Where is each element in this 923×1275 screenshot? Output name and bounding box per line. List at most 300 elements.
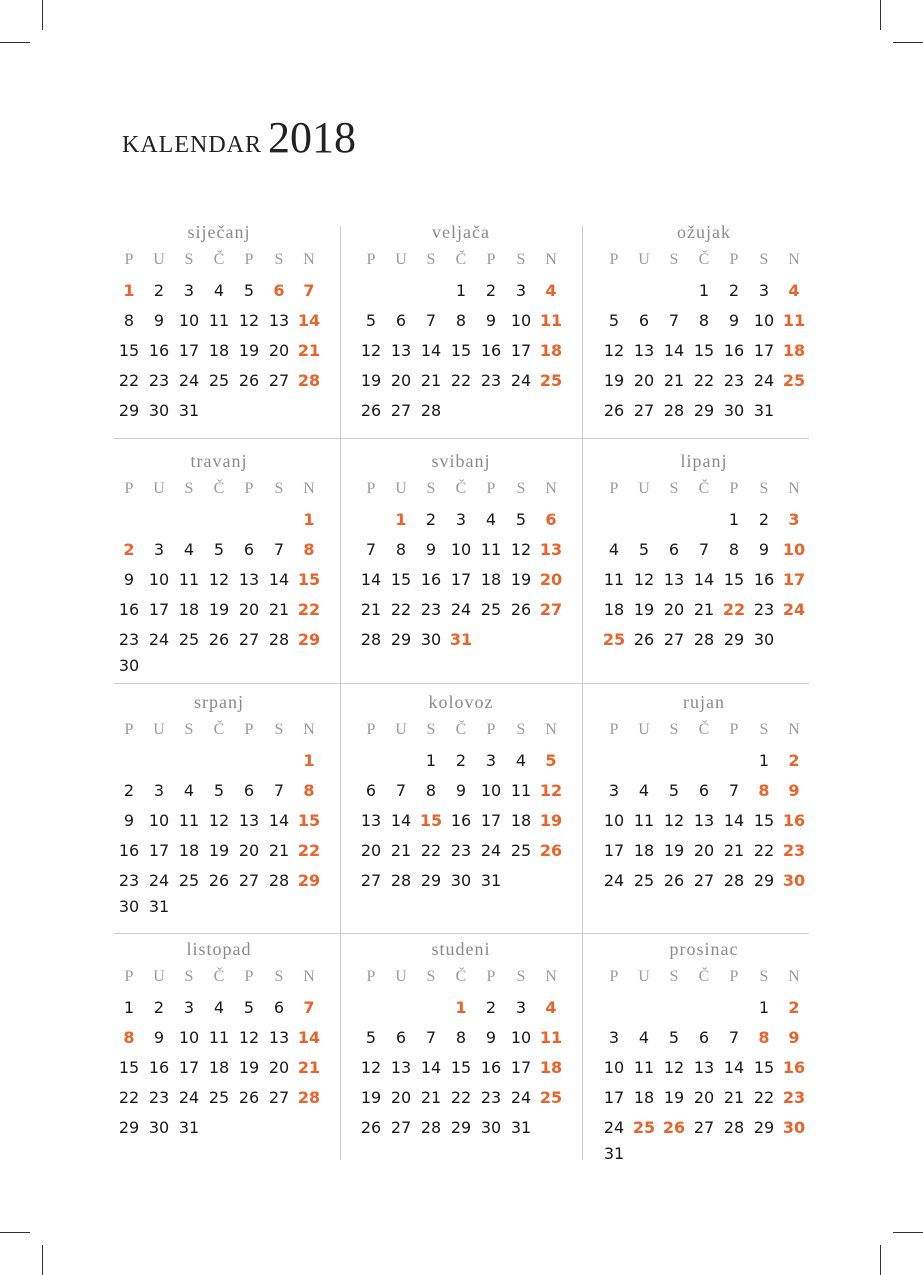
calendar-day: 5: [243, 281, 255, 300]
calendar-day: 10: [603, 1058, 625, 1077]
calendar-day: 4: [183, 540, 195, 559]
calendar-day: 9: [455, 781, 467, 800]
calendar-day: 15: [450, 1058, 472, 1077]
calendar-day: 5: [638, 540, 650, 559]
title-year: 2018: [268, 113, 356, 162]
calendar-day: 11: [208, 311, 230, 330]
calendar-day: 4: [213, 281, 225, 300]
calendar-day: 5: [243, 998, 255, 1017]
calendar-day: 13: [693, 811, 715, 830]
weekday-header: S: [426, 251, 436, 268]
calendar-day: 16: [118, 600, 140, 619]
calendar-day: 21: [420, 1088, 442, 1107]
calendar-day: 2: [153, 998, 165, 1017]
calendar-day: 1: [758, 998, 770, 1017]
month-name: studeni: [431, 939, 491, 959]
crop-mark-top-right-v: [880, 0, 881, 30]
calendar-day: 17: [450, 570, 472, 589]
calendar-day-holiday: 25: [539, 1088, 563, 1107]
weekday-header: Č: [455, 721, 467, 738]
calendar-day: 18: [480, 570, 502, 589]
calendar-day: 26: [208, 871, 230, 890]
calendar-day: 16: [148, 1058, 170, 1077]
calendar-day: 6: [698, 781, 710, 800]
calendar-day: 6: [243, 781, 255, 800]
weekday-header: Č: [213, 251, 225, 268]
calendar-day: 1: [728, 510, 740, 529]
weekday-header: P: [366, 480, 376, 497]
calendar-day: 13: [360, 811, 382, 830]
calendar-day: 22: [753, 841, 775, 860]
calendar-day: 7: [273, 781, 285, 800]
weekday-header: Č: [698, 968, 710, 985]
calendar-day: 15: [753, 811, 775, 830]
calendar-day-holiday: 11: [539, 311, 563, 330]
calendar-day: 29: [118, 1118, 140, 1137]
calendar-day: 16: [118, 841, 140, 860]
month-name: svibanj: [431, 451, 491, 471]
calendar-day: 9: [485, 311, 497, 330]
calendar-day: 11: [178, 811, 200, 830]
calendar-day-holiday: 10: [782, 540, 806, 559]
calendar-day: 28: [268, 630, 290, 649]
calendar-day: 7: [395, 781, 407, 800]
weekday-header: S: [759, 480, 769, 497]
month-name: rujan: [683, 692, 725, 712]
calendar-day: 18: [510, 811, 532, 830]
weekday-header: Č: [698, 251, 710, 268]
weekday-header: U: [153, 480, 165, 497]
calendar-day-holiday: 15: [297, 570, 321, 589]
calendar-day: 17: [178, 341, 200, 360]
calendar-day: 20: [238, 600, 260, 619]
calendar-day: 12: [603, 341, 625, 360]
calendar-day: 24: [603, 1118, 625, 1137]
calendar-day: 16: [480, 1058, 502, 1077]
calendar-day: 23: [753, 600, 775, 619]
calendar-day: 8: [455, 311, 467, 330]
calendar-day: 23: [118, 630, 140, 649]
calendar-day-holiday: 13: [539, 540, 563, 559]
calendar-day: 15: [723, 570, 745, 589]
calendar-day: 3: [153, 540, 165, 559]
weekday-header: U: [395, 480, 407, 497]
calendar-day: 3: [758, 281, 770, 300]
weekday-header: P: [609, 251, 619, 268]
weekday-header: P: [486, 721, 496, 738]
weekday-header: S: [274, 721, 284, 738]
calendar-day-holiday: 20: [539, 570, 563, 589]
calendar-day: 9: [425, 540, 437, 559]
calendar-day: 24: [178, 1088, 200, 1107]
calendar-day-holiday: 18: [539, 1058, 563, 1077]
grid-divider-horizontal-2: [114, 683, 809, 684]
calendar-day: 17: [480, 811, 502, 830]
calendar-day: 21: [723, 1088, 745, 1107]
calendar-day-holiday: 4: [788, 281, 800, 300]
calendar-day: 16: [450, 811, 472, 830]
calendar-day-holiday: 18: [782, 341, 806, 360]
calendar-day: 14: [360, 570, 382, 589]
calendar-day-holiday: 9: [788, 1028, 800, 1047]
calendar-day: 10: [148, 570, 170, 589]
weekday-header: N: [303, 968, 315, 985]
weekday-header: Č: [213, 721, 225, 738]
calendar-day-holiday: 29: [297, 630, 321, 649]
calendar-day: 12: [510, 540, 532, 559]
calendar-day: 17: [753, 341, 775, 360]
calendar-day: 3: [485, 751, 497, 770]
weekday-header: P: [609, 480, 619, 497]
calendar-day: 29: [753, 1118, 775, 1137]
calendar-day: 31: [148, 897, 170, 916]
calendar-day: 21: [360, 600, 382, 619]
calendar-day: 9: [758, 540, 770, 559]
calendar-day: 6: [273, 998, 285, 1017]
calendar-day-holiday: 15: [419, 811, 443, 830]
calendar-day: 23: [480, 371, 502, 390]
title-word: KALENDAR: [122, 132, 262, 158]
calendar-day: 26: [663, 871, 685, 890]
calendar-day: 19: [510, 570, 532, 589]
calendar-day: 28: [390, 871, 412, 890]
calendar-day: 21: [723, 841, 745, 860]
weekday-header: N: [303, 251, 315, 268]
calendar-day: 31: [510, 1118, 532, 1137]
weekday-header: P: [486, 968, 496, 985]
calendar-day: 29: [420, 871, 442, 890]
weekday-header: P: [244, 721, 254, 738]
calendar-day: 10: [603, 811, 625, 830]
calendar-day: 15: [753, 1058, 775, 1077]
calendar-day: 17: [603, 1088, 625, 1107]
weekday-header: S: [426, 480, 436, 497]
weekday-header: S: [516, 251, 526, 268]
calendar-day-holiday: 21: [297, 1058, 321, 1077]
calendar-day: 26: [360, 1118, 382, 1137]
calendar-day-holiday: 29: [297, 871, 321, 890]
calendar-day: 9: [728, 311, 740, 330]
calendar-day: 14: [268, 811, 290, 830]
calendar-day: 23: [723, 371, 745, 390]
crop-mark-bottom-right-h: [893, 1232, 923, 1233]
calendar-day: 5: [365, 311, 377, 330]
calendar-day: 24: [178, 371, 200, 390]
calendar-day: 14: [390, 811, 412, 830]
weekday-header: S: [184, 721, 194, 738]
calendar-day: 24: [480, 841, 502, 860]
calendar-day: 5: [668, 1028, 680, 1047]
calendar-day: 16: [753, 570, 775, 589]
calendar-day: 28: [360, 630, 382, 649]
calendar-day: 27: [663, 630, 685, 649]
calendar-day: 25: [633, 871, 655, 890]
calendar-day: 12: [360, 341, 382, 360]
calendar-day-holiday: 1: [395, 510, 407, 529]
calendar-day: 20: [268, 341, 290, 360]
weekday-header: U: [638, 721, 650, 738]
calendar-day: 4: [485, 510, 497, 529]
calendar-day: 5: [213, 781, 225, 800]
calendar-day: 3: [183, 281, 195, 300]
calendar-day: 11: [178, 570, 200, 589]
calendar-day-holiday: 8: [303, 781, 315, 800]
weekday-header: U: [638, 480, 650, 497]
calendar-day: 22: [118, 1088, 140, 1107]
calendar-day: 29: [723, 630, 745, 649]
calendar-day: 31: [178, 1118, 200, 1137]
calendar-day-holiday: 11: [539, 1028, 563, 1047]
month-name: travanj: [190, 451, 248, 471]
calendar-day: 20: [693, 1088, 715, 1107]
calendar-day: 23: [480, 1088, 502, 1107]
calendar-day: 26: [633, 630, 655, 649]
calendar-day-holiday: 8: [303, 540, 315, 559]
calendar-day: 1: [455, 281, 467, 300]
weekday-header: N: [788, 251, 800, 268]
calendar-day-holiday: 7: [303, 998, 315, 1017]
weekday-header: U: [395, 968, 407, 985]
calendar-day: 31: [603, 1144, 625, 1163]
weekday-header: P: [124, 968, 134, 985]
calendar-day-holiday: 15: [297, 811, 321, 830]
calendar-day: 14: [420, 341, 442, 360]
weekday-header: S: [184, 968, 194, 985]
calendar-day: 9: [153, 311, 165, 330]
calendar-day-holiday: 6: [273, 281, 285, 300]
calendar-day: 2: [728, 281, 740, 300]
calendar-day: 7: [425, 311, 437, 330]
calendar-day: 25: [208, 371, 230, 390]
calendar-day-holiday: 24: [782, 600, 806, 619]
calendar-day: 15: [118, 341, 140, 360]
calendar-day-holiday: 22: [297, 600, 321, 619]
calendar-day: 27: [238, 630, 260, 649]
calendar-day-holiday: 14: [297, 1028, 321, 1047]
calendar-day: 28: [693, 630, 715, 649]
calendar-day-holiday: 30: [782, 871, 806, 890]
weekday-header: S: [516, 480, 526, 497]
calendar-day: 16: [480, 341, 502, 360]
weekday-header: P: [366, 251, 376, 268]
weekday-header: P: [244, 968, 254, 985]
calendar-day: 1: [123, 998, 135, 1017]
calendar-day-holiday: 4: [545, 281, 557, 300]
calendar-day: 27: [360, 871, 382, 890]
calendar-day: 18: [178, 841, 200, 860]
calendar-day-holiday: 21: [297, 341, 321, 360]
calendar-day: 14: [420, 1058, 442, 1077]
calendar-day: 12: [238, 311, 260, 330]
calendar-day: 5: [515, 510, 527, 529]
calendar-day-holiday: 8: [758, 781, 770, 800]
calendar-day: 23: [420, 600, 442, 619]
calendar-day: 7: [425, 1028, 437, 1047]
calendar-day: 17: [510, 1058, 532, 1077]
weekday-header: N: [545, 968, 557, 985]
weekday-header: S: [274, 480, 284, 497]
calendar-day: 20: [360, 841, 382, 860]
weekday-header: S: [426, 968, 436, 985]
weekday-header: S: [669, 968, 679, 985]
calendar-day: 24: [510, 1088, 532, 1107]
calendar-day-holiday: 22: [722, 600, 746, 619]
calendar-day: 29: [118, 401, 140, 420]
calendar-day-holiday: 14: [297, 311, 321, 330]
calendar-day: 13: [693, 1058, 715, 1077]
calendar-day: 18: [633, 841, 655, 860]
calendar-day: 2: [758, 510, 770, 529]
calendar-day: 2: [485, 281, 497, 300]
calendar-day: 2: [153, 281, 165, 300]
calendar-day-holiday: 30: [782, 1118, 806, 1137]
calendar-day: 25: [208, 1088, 230, 1107]
calendar-day-holiday: 2: [788, 998, 800, 1017]
calendar-day: 19: [238, 341, 260, 360]
weekday-header: N: [303, 480, 315, 497]
calendar-day: 13: [663, 570, 685, 589]
calendar-day: 13: [390, 1058, 412, 1077]
calendar-day: 22: [390, 600, 412, 619]
month-name: kolovoz: [428, 692, 494, 712]
calendar-day: 15: [450, 341, 472, 360]
calendar-day: 23: [148, 1088, 170, 1107]
crop-mark-bottom-left-v: [42, 1245, 43, 1275]
calendar-day: 21: [268, 841, 290, 860]
calendar-day: 8: [425, 781, 437, 800]
calendar-day-holiday: 28: [297, 1088, 321, 1107]
calendar-day-holiday: 28: [297, 371, 321, 390]
calendar-day-holiday: 4: [545, 998, 557, 1017]
weekday-header: P: [244, 480, 254, 497]
calendar-day: 2: [123, 781, 135, 800]
calendar-day: 1: [698, 281, 710, 300]
calendar-day: 7: [273, 540, 285, 559]
calendar-day: 19: [360, 371, 382, 390]
calendar-day: 26: [208, 630, 230, 649]
calendar-day: 5: [608, 311, 620, 330]
calendar-day: 28: [723, 871, 745, 890]
grid-divider-horizontal-1: [114, 438, 809, 439]
weekday-header: S: [184, 480, 194, 497]
calendar-day: 23: [118, 871, 140, 890]
calendar-day: 14: [693, 570, 715, 589]
calendar-day: 3: [515, 281, 527, 300]
calendar-day-holiday: 18: [539, 341, 563, 360]
weekday-header: S: [759, 721, 769, 738]
calendar-day: 10: [480, 781, 502, 800]
calendar-day: 7: [698, 540, 710, 559]
calendar-day: 19: [238, 1058, 260, 1077]
weekday-header: P: [729, 721, 739, 738]
calendar-day: 3: [455, 510, 467, 529]
calendar-day: 16: [723, 341, 745, 360]
weekday-header: P: [729, 968, 739, 985]
calendar-day: 6: [698, 1028, 710, 1047]
calendar-day: 25: [178, 871, 200, 890]
calendar-day: 20: [663, 600, 685, 619]
calendar-day: 15: [118, 1058, 140, 1077]
calendar-day-holiday: 23: [782, 841, 806, 860]
calendar-day: 29: [693, 401, 715, 420]
calendar-day: 14: [663, 341, 685, 360]
calendar-day: 2: [455, 751, 467, 770]
calendar-day: 27: [693, 1118, 715, 1137]
crop-mark-bottom-left-h: [0, 1232, 30, 1233]
calendar-day: 23: [450, 841, 472, 860]
calendar-day: 21: [390, 841, 412, 860]
month-name: listopad: [186, 939, 252, 959]
calendar-day: 9: [485, 1028, 497, 1047]
weekday-header: U: [153, 968, 165, 985]
calendar-day: 11: [603, 570, 625, 589]
calendar-day: 24: [450, 600, 472, 619]
weekday-header: S: [759, 968, 769, 985]
calendar-day: 20: [238, 841, 260, 860]
calendar-day: 8: [395, 540, 407, 559]
crop-mark-bottom-right-v: [880, 1245, 881, 1275]
calendar-day: 24: [603, 871, 625, 890]
calendar-day: 4: [183, 781, 195, 800]
calendar-day: 29: [450, 1118, 472, 1137]
calendar-day: 1: [425, 751, 437, 770]
calendar-day: 6: [365, 781, 377, 800]
weekday-header: U: [638, 968, 650, 985]
calendar-day: 17: [148, 841, 170, 860]
calendar-day: 30: [723, 401, 745, 420]
calendar-day: 18: [208, 341, 230, 360]
calendar-day: 3: [515, 998, 527, 1017]
weekday-header: S: [669, 721, 679, 738]
calendar-day-holiday: 1: [123, 281, 135, 300]
weekday-header: P: [729, 480, 739, 497]
calendar-day: 19: [603, 371, 625, 390]
calendar-day: 30: [753, 630, 775, 649]
calendar-day: 4: [638, 1028, 650, 1047]
calendar-day-holiday: 16: [782, 1058, 806, 1077]
calendar-day: 20: [390, 371, 412, 390]
calendar-day: 3: [153, 781, 165, 800]
calendar-day: 12: [663, 1058, 685, 1077]
weekday-header: Č: [698, 480, 710, 497]
grid-divider-horizontal-3: [114, 933, 809, 934]
calendar-day-holiday: 16: [782, 811, 806, 830]
calendar-day-holiday: 2: [788, 751, 800, 770]
calendar-day: 10: [178, 1028, 200, 1047]
calendar-day: 28: [420, 1118, 442, 1137]
grid-divider-vertical-2: [582, 226, 583, 1160]
calendar-day: 6: [638, 311, 650, 330]
weekday-header: S: [516, 968, 526, 985]
calendar-day: 10: [178, 311, 200, 330]
calendar-day: 20: [633, 371, 655, 390]
calendar-day: 11: [208, 1028, 230, 1047]
calendar-day: 15: [693, 341, 715, 360]
calendar-day: 6: [668, 540, 680, 559]
weekday-header: P: [486, 480, 496, 497]
calendar-day: 19: [633, 600, 655, 619]
month-name: srpanj: [194, 692, 244, 712]
calendar-day: 24: [753, 371, 775, 390]
calendar-day: 11: [633, 1058, 655, 1077]
calendar-day-holiday: 1: [455, 998, 467, 1017]
weekday-header: S: [184, 251, 194, 268]
calendar-day-holiday: 23: [782, 1088, 806, 1107]
calendar-day: 9: [123, 570, 135, 589]
calendar-day: 12: [208, 570, 230, 589]
calendar-day: 22: [450, 1088, 472, 1107]
calendar-day: 30: [148, 401, 170, 420]
